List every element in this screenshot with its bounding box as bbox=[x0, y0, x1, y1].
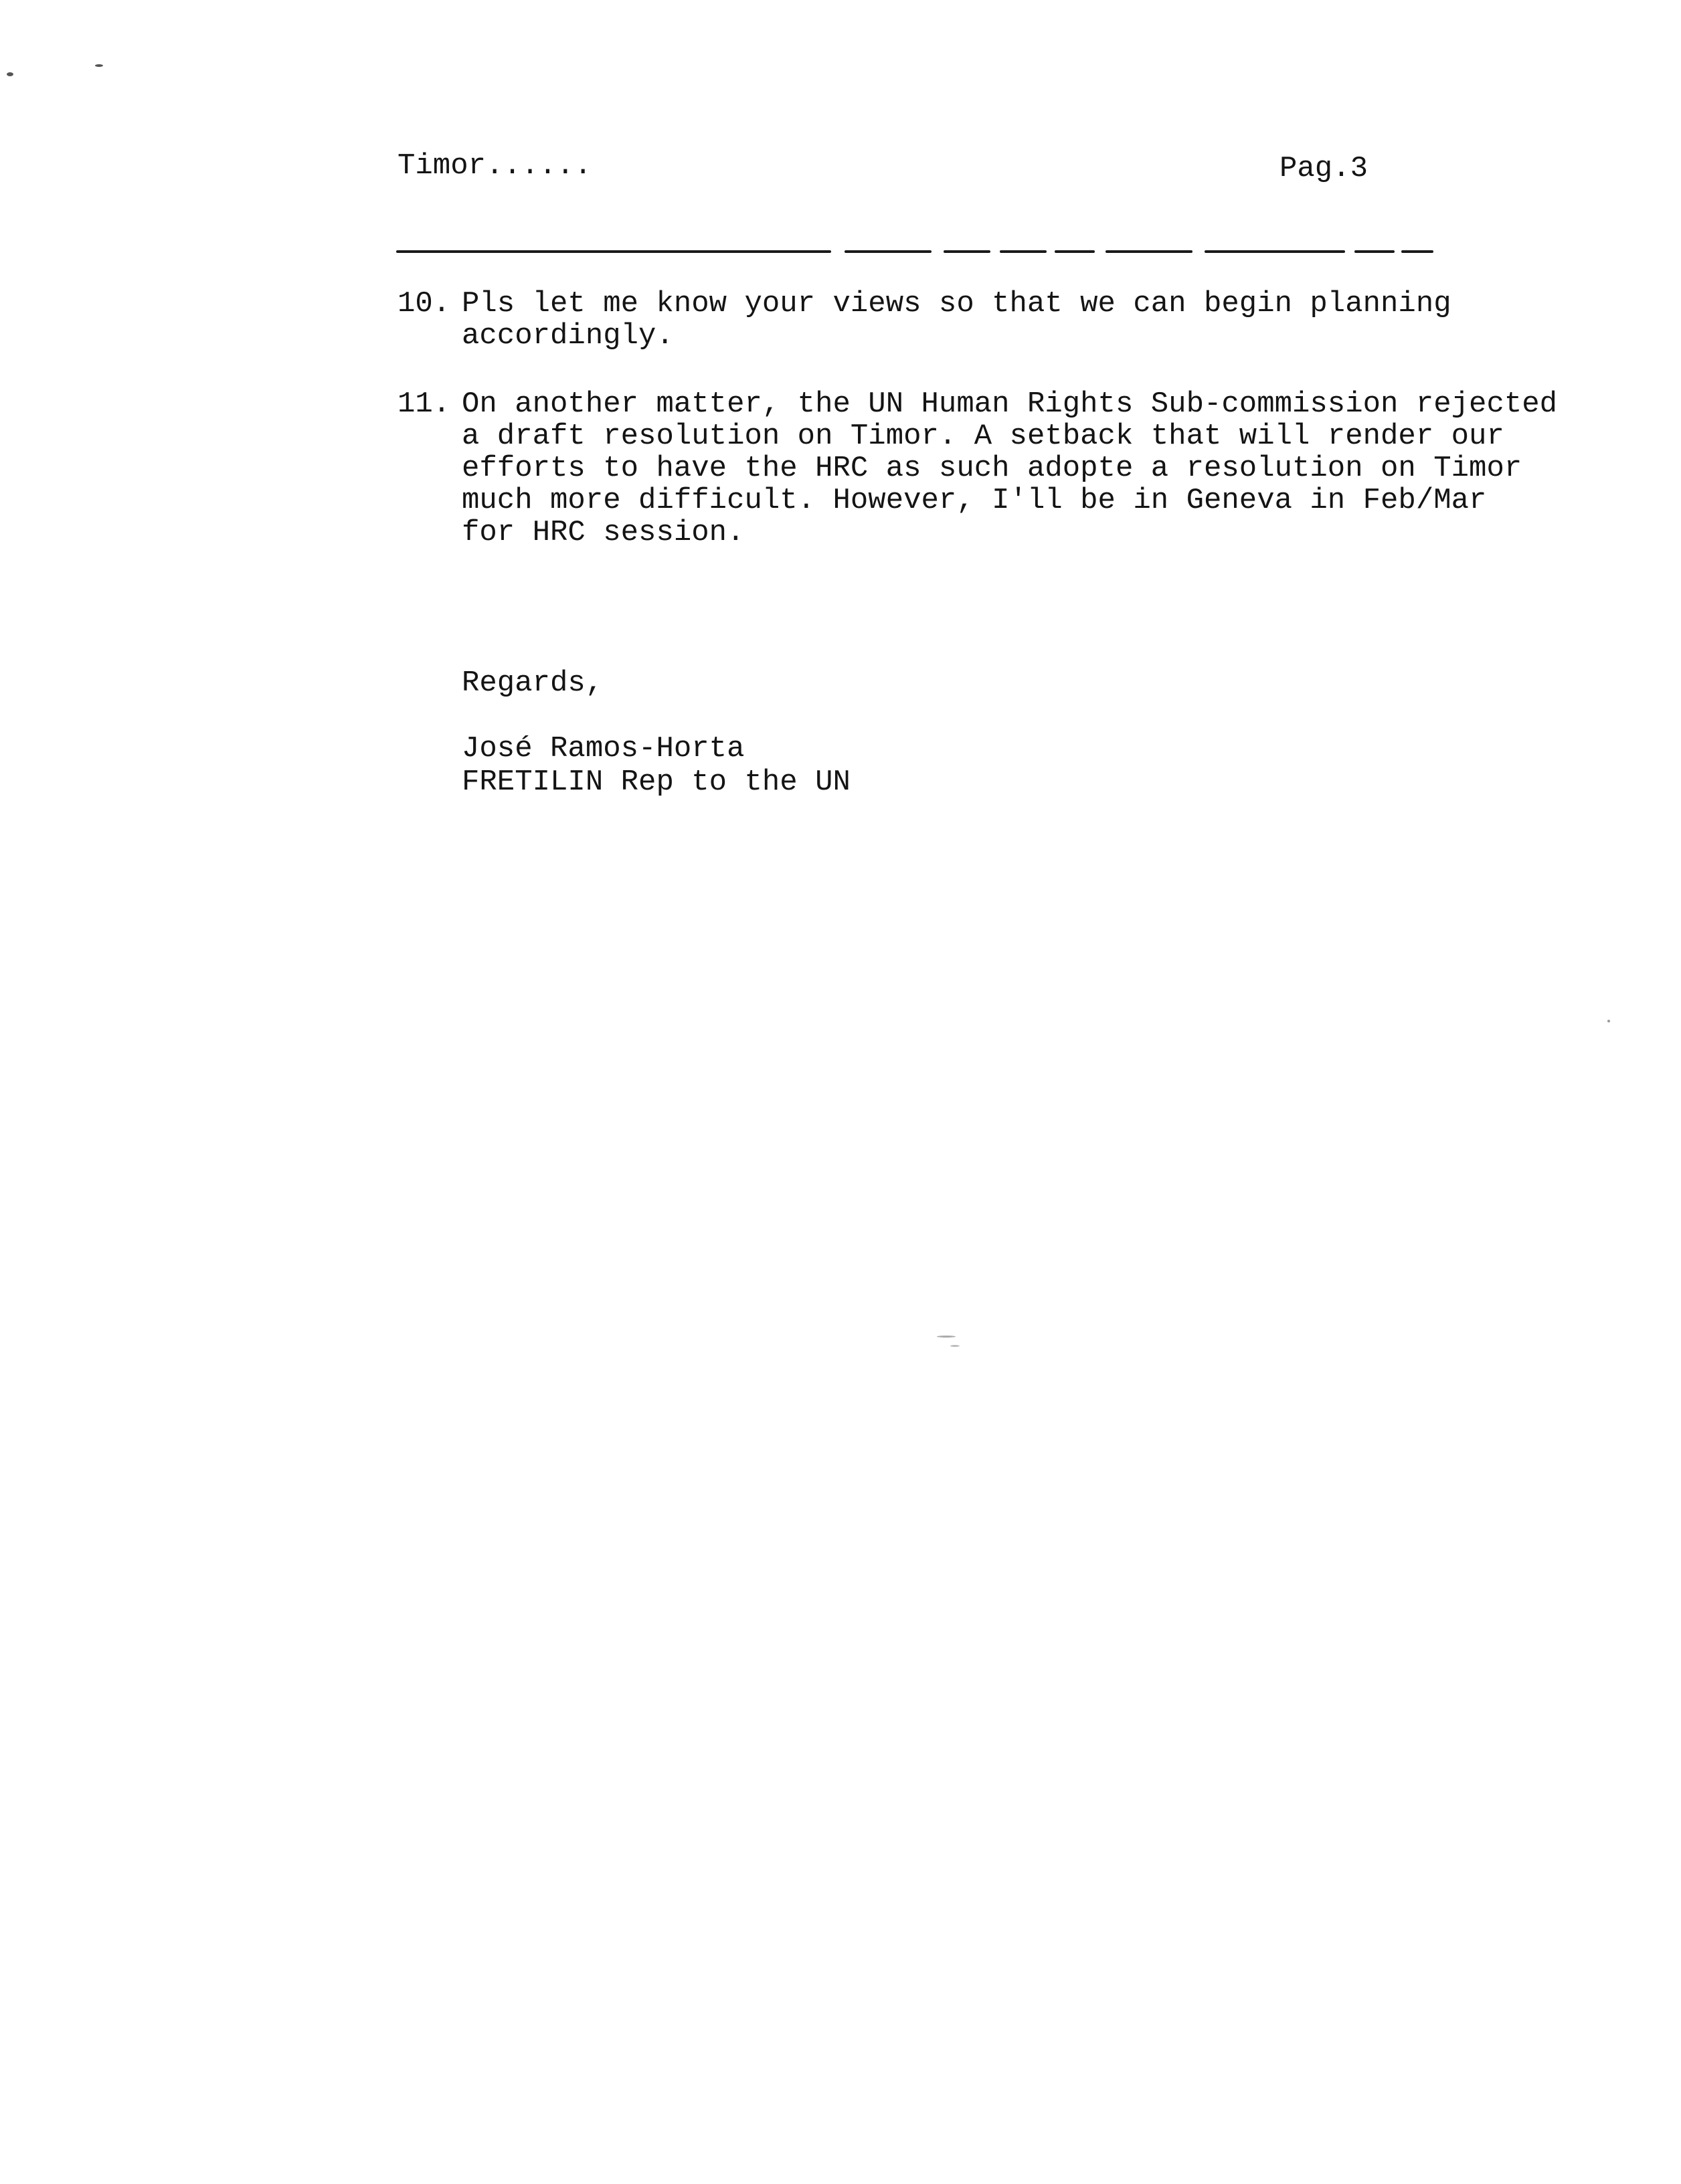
paragraph-line: Pls let me know your views so that we can begin planning bbox=[462, 287, 1451, 321]
divider-segment bbox=[1205, 250, 1345, 253]
paragraph-text bbox=[462, 288, 1506, 352]
paragraph-line: efforts to have the HRC as such adopte a resolution on Timor bbox=[462, 452, 1522, 485]
signatory-name: José Ramos-Horta bbox=[462, 732, 745, 765]
paragraph-line: On another matter, the UN Human Rights Sub-commission rejected bbox=[462, 387, 1558, 421]
paragraph-line: a draft resolution on Timor. A setback that will render our bbox=[462, 420, 1504, 453]
divider-segment bbox=[396, 250, 831, 253]
paragraph-text bbox=[462, 387, 1558, 549]
paragraph-line: accordingly. bbox=[462, 319, 674, 353]
header-divider bbox=[396, 250, 1433, 254]
paragraph-number: 11. bbox=[397, 387, 451, 421]
page-number: Pag.3 bbox=[1279, 152, 1368, 185]
divider-segment bbox=[1401, 250, 1433, 253]
divider-segment bbox=[1105, 250, 1192, 253]
scan-speck bbox=[950, 1345, 960, 1347]
scan-speck bbox=[1607, 1020, 1610, 1022]
scan-speck bbox=[7, 72, 13, 76]
divider-segment bbox=[845, 250, 932, 253]
paragraph-line: much more difficult. However, I'll be in Geneva in Feb/Mar bbox=[462, 484, 1487, 517]
scan-speck bbox=[937, 1336, 956, 1338]
closing-salutation: Regards, bbox=[462, 666, 604, 700]
page-header-title: Timor...... bbox=[397, 149, 592, 183]
divider-segment bbox=[1354, 250, 1395, 253]
divider-segment bbox=[1000, 250, 1047, 253]
paragraph-number: 10. bbox=[397, 287, 451, 321]
scan-speck bbox=[95, 64, 103, 67]
signatory-title: FRETILIN Rep to the UN bbox=[462, 765, 851, 799]
divider-segment bbox=[944, 250, 990, 253]
paragraph-line: for HRC session. bbox=[462, 516, 745, 549]
divider-segment bbox=[1055, 250, 1095, 253]
